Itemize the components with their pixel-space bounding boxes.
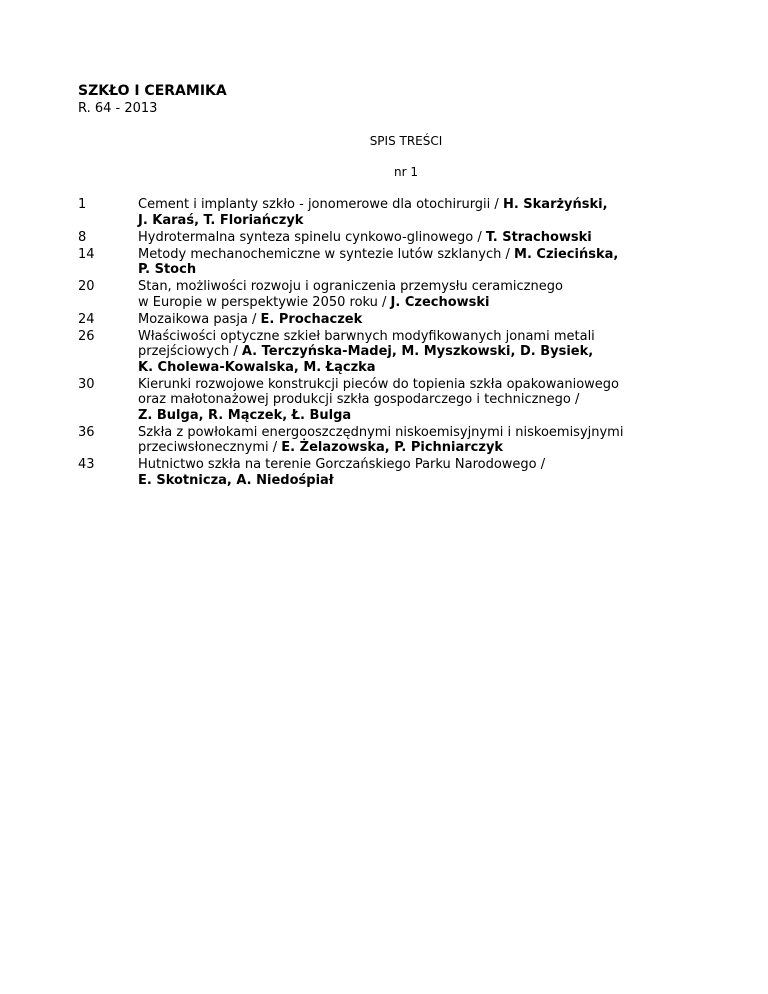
toc-entry-text [138, 197, 698, 228]
toc-page-number: 24 [78, 311, 95, 327]
toc-entry-text [138, 279, 698, 310]
toc-entry [78, 279, 698, 310]
toc-authors: E. Prochaczek [260, 311, 363, 327]
toc-page-number: 36 [78, 424, 95, 440]
toc-entry [78, 312, 698, 328]
toc-entry [78, 247, 698, 278]
toc-authors: E. Skotnicza, A. Niedośpiał [138, 472, 334, 488]
toc-authors: A. Terczyńska-Madej, M. Myszkowski, D. Bysiek, K. Cholewa-Kowalska, M. Łączka [138, 344, 594, 375]
toc-page-number: 14 [78, 246, 95, 262]
toc-authors: T. Strachowski [485, 229, 592, 245]
toc-entry-text [138, 312, 698, 328]
toc-article-title: Mozaikowa pasja / [138, 311, 261, 327]
journal-title: SZKŁO I CERAMIKA [78, 83, 227, 99]
toc-entry [78, 457, 698, 488]
toc-entry-text [138, 377, 698, 424]
toc-entry-text [138, 457, 698, 488]
toc-article-title: Metody mechanochemiczne w syntezie lutów szklanych / [138, 246, 515, 262]
table-of-contents [78, 197, 698, 490]
toc-authors: J. Czechowski [390, 294, 490, 310]
toc-entry [78, 329, 698, 376]
toc-page-number: 8 [78, 229, 87, 245]
toc-entry [78, 197, 698, 228]
issue-number: nr 1 [394, 165, 418, 179]
toc-page-number: 30 [78, 376, 95, 392]
toc-article-title: Cement i implanty szkło - jonomerowe dla otochirurgii / [138, 197, 503, 212]
toc-page-number: 1 [78, 197, 87, 212]
toc-article-title: Szkła z powłokami energooszczędnymi niskoemisyjnymi i niskoemisyjnymi przeciwsłonecznymi / [138, 424, 624, 455]
toc-entry [78, 377, 698, 424]
toc-page-number: 43 [78, 457, 95, 472]
toc-authors: H. Skarżyński, J. Karaś, T. Floriańczyk [138, 197, 608, 228]
toc-entry-text [138, 329, 698, 376]
journal-volume-year: R. 64 - 2013 [78, 101, 158, 116]
toc-authors: M. Cziecińska, P. Stoch [138, 246, 619, 277]
toc-entry-text [138, 230, 698, 246]
toc-article-title: Stan, możliwości rozwoju i ograniczenia przemysłu ceramicznego w Europie w perspektywie 2050 roku / [138, 279, 563, 310]
toc-entry [78, 425, 698, 456]
toc-page-number: 20 [78, 279, 95, 294]
toc-article-title: Właściwości optyczne szkieł barwnych modyfikowanych jonami metali przejściowych / [138, 328, 595, 359]
toc-article-title: Hutnictwo szkła na terenie Gorczańskiego Parku Narodowego / [138, 457, 546, 472]
toc-page-number: 26 [78, 328, 95, 344]
toc-entry-text [138, 425, 698, 456]
toc-entry-text [138, 247, 698, 278]
toc-article-title: Kierunki rozwojowe konstrukcji pieców do topienia szkła opakowaniowego oraz małotonażowej produkcji szkła gospodarczego i technicznego / [138, 376, 619, 407]
toc-authors: Z. Bulga, R. Mączek, Ł. Bulga [138, 407, 352, 423]
toc-entry [78, 230, 698, 246]
toc-article-title: Hydrotermalna synteza spinelu cynkowo-glinowego / [138, 229, 486, 245]
toc-heading: SPIS TREŚCI [369, 134, 443, 148]
toc-authors: E. Żelazowska, P. Pichniarczyk [281, 440, 504, 455]
